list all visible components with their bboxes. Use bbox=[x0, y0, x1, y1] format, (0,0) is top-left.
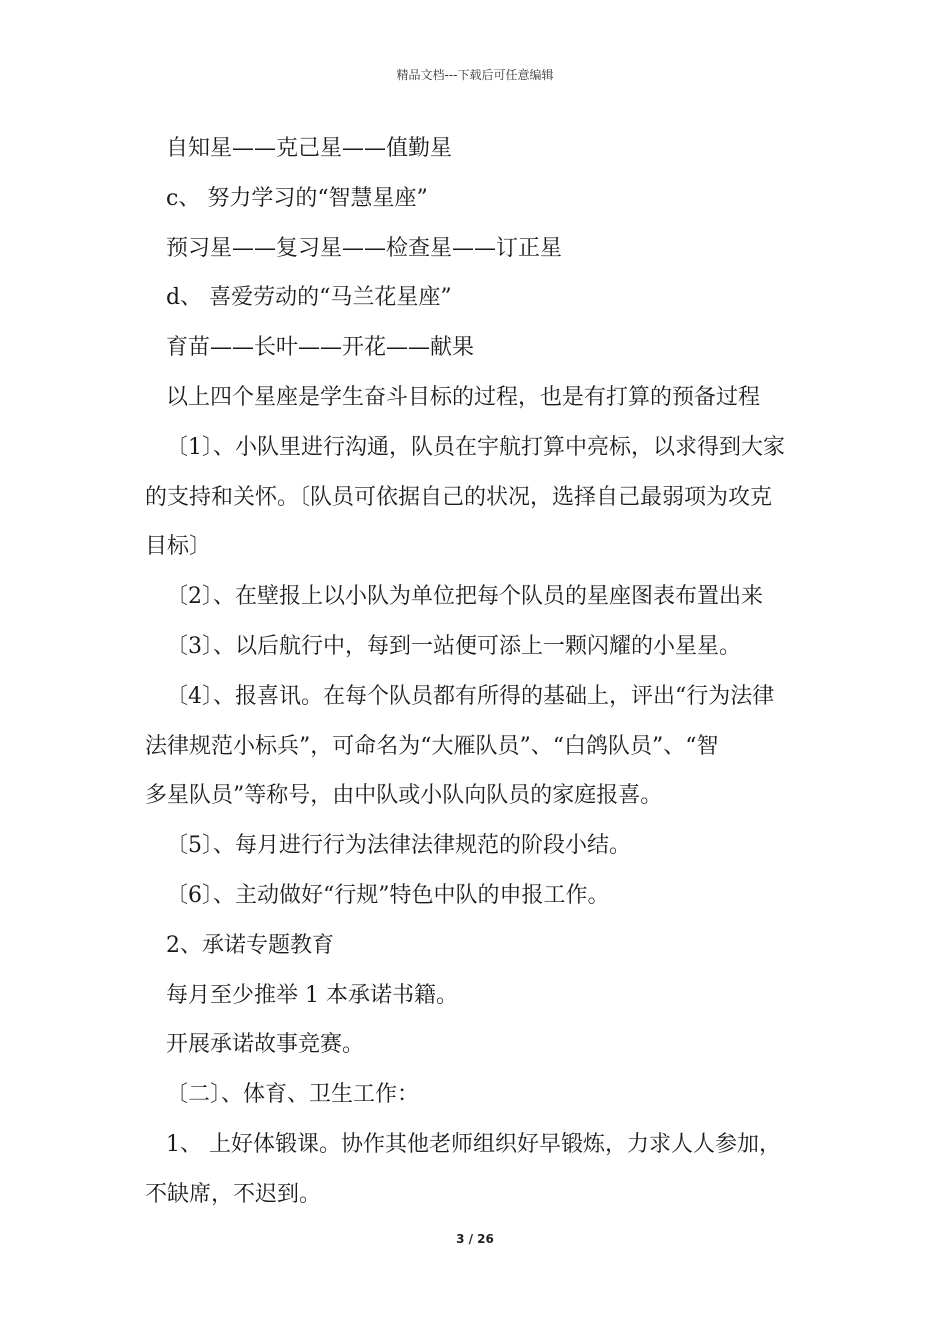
text-line: 自知星——克己星——值勤星 bbox=[166, 136, 453, 161]
text-line: 〔二〕、体育、卫生工作： bbox=[166, 1082, 420, 1108]
text-line: 〔5〕、每月进行行为法律法律规范的阶段小结。 bbox=[166, 833, 631, 859]
text-line: 〔6〕、主动做好“行规”特色中队的申报工作。 bbox=[166, 882, 610, 908]
text-line: 育苗——长叶——开花——献果 bbox=[166, 335, 475, 361]
text-line: 预习星——复习星——检查星——订正星 bbox=[166, 235, 563, 261]
text-line: 的支持和关怀。〔队员可依据自己的状况，选择自己最弱项为攻克 bbox=[145, 484, 773, 510]
page-number: 3 / 26 bbox=[456, 1232, 494, 1246]
text-line: 〔1〕、小队里进行沟通，队员在宇航打算中亮标，以求得到大家 bbox=[166, 434, 785, 460]
text-line: 以上四个星座是学生奋斗目标的过程，也是有打算的预备过程 bbox=[166, 384, 761, 410]
text-line: 〔2〕、在壁报上以小队为单位把每个队员的星座图表布置出来 bbox=[166, 584, 763, 610]
text-line: 目标〕 bbox=[145, 534, 212, 560]
text-line: 2、承诺专题教育 bbox=[166, 932, 334, 958]
text-line: 多星队员”等称号，由中队或小队向队员的家庭报喜。 bbox=[145, 783, 663, 809]
text-line: 法律规范小标兵”，可命名为“大雁队员”、“白鸽队员”、“智 bbox=[145, 733, 719, 759]
text-line: 每月至少推举 1 本承诺书籍。 bbox=[166, 982, 458, 1008]
text-line: 1、 上好体锻课。协作其他老师组织好早锻炼，力求人人参加， bbox=[166, 1131, 781, 1157]
text-line: 〔4〕、报喜讯。在每个队员都有所得的基础上，评出“行为法律 bbox=[166, 683, 775, 709]
text-line: 开展承诺故事竞赛。 bbox=[166, 1032, 365, 1058]
text-line: 不缺席，不迟到。 bbox=[145, 1181, 322, 1207]
text-line: 〔3〕、以后航行中，每到一站便可添上一颗闪耀的小星星。 bbox=[166, 633, 741, 659]
page-header: 精品文档---下载后可任意编辑 bbox=[396, 68, 554, 82]
text-line: d、 喜爱劳动的“马兰花星座” bbox=[166, 285, 452, 311]
document-body bbox=[145, 124, 810, 1220]
text-line: c、 努力学习的“智慧星座” bbox=[166, 185, 428, 211]
